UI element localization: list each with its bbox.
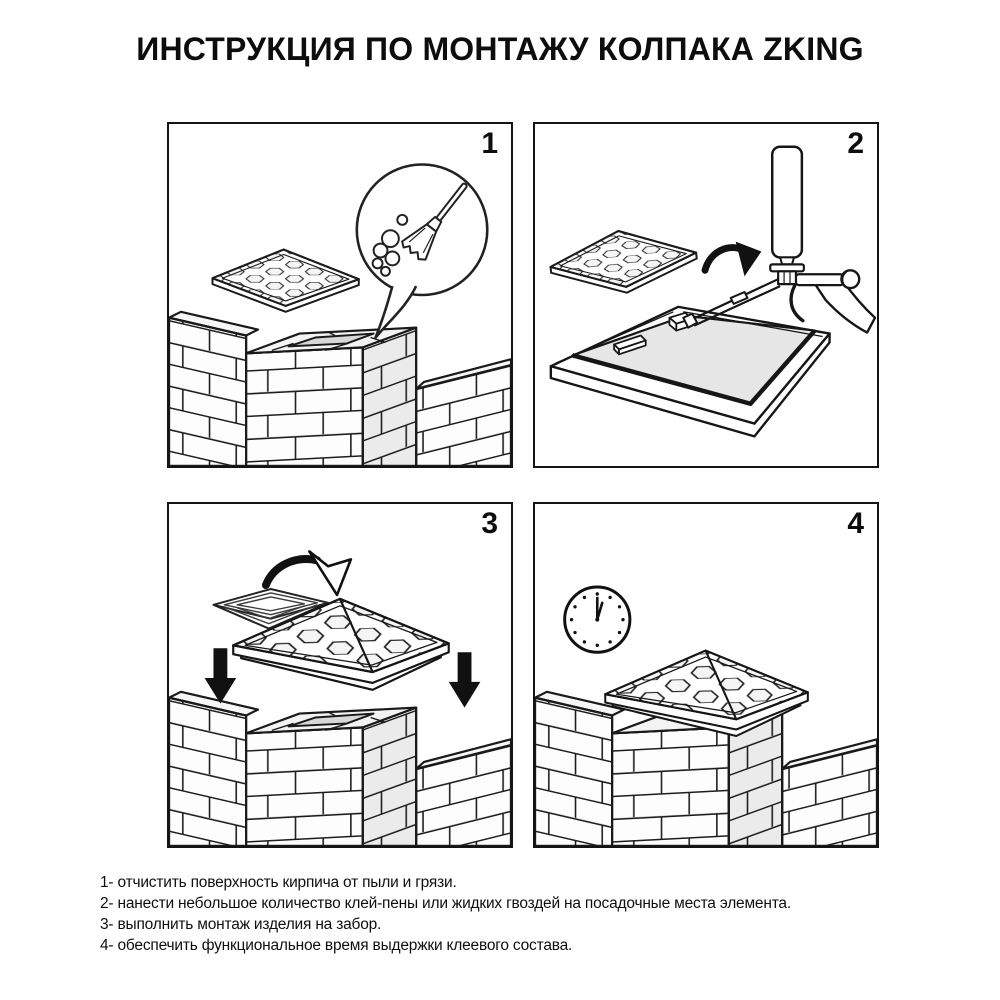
step-panel-4 — [533, 502, 879, 848]
foam-canister — [772, 147, 802, 258]
step-number: 4 — [847, 507, 864, 540]
flip-arrow — [266, 551, 351, 594]
page-title: ИНСТРУКЦИЯ ПО МОНТАЖУ КОЛПАКА ZKING — [136, 31, 864, 67]
gun-grip — [816, 280, 875, 332]
foam-gun — [683, 147, 875, 333]
down-arrow — [205, 648, 237, 703]
gun-trigger — [791, 285, 803, 321]
cap-element — [548, 223, 700, 300]
step-number: 3 — [481, 507, 498, 540]
cap-element — [212, 250, 358, 312]
instruction-line: 1- отчистить поверхность кирпича от пыли и грязи. — [100, 874, 457, 891]
step-panel-3 — [167, 502, 513, 848]
instruction-line: 4- обеспечить функциональное время выдержки клеевого состава. — [100, 937, 573, 954]
clock-icon — [565, 587, 630, 652]
brick-walls — [169, 312, 511, 466]
step-number: 1 — [481, 127, 498, 160]
instruction-line: 3- выполнить монтаж изделия на забор. — [100, 916, 382, 933]
instruction-line: 2- нанести небольшое количество клей-пены или жидких гвоздей на посадочные места элемента. — [100, 895, 791, 912]
step-panel-1 — [167, 122, 513, 468]
down-arrow — [449, 652, 481, 707]
flip-arrow — [705, 242, 761, 277]
instruction-list — [100, 872, 791, 956]
step-panel-2 — [533, 122, 879, 468]
brick-walls — [169, 692, 511, 846]
step-number: 2 — [847, 127, 864, 160]
